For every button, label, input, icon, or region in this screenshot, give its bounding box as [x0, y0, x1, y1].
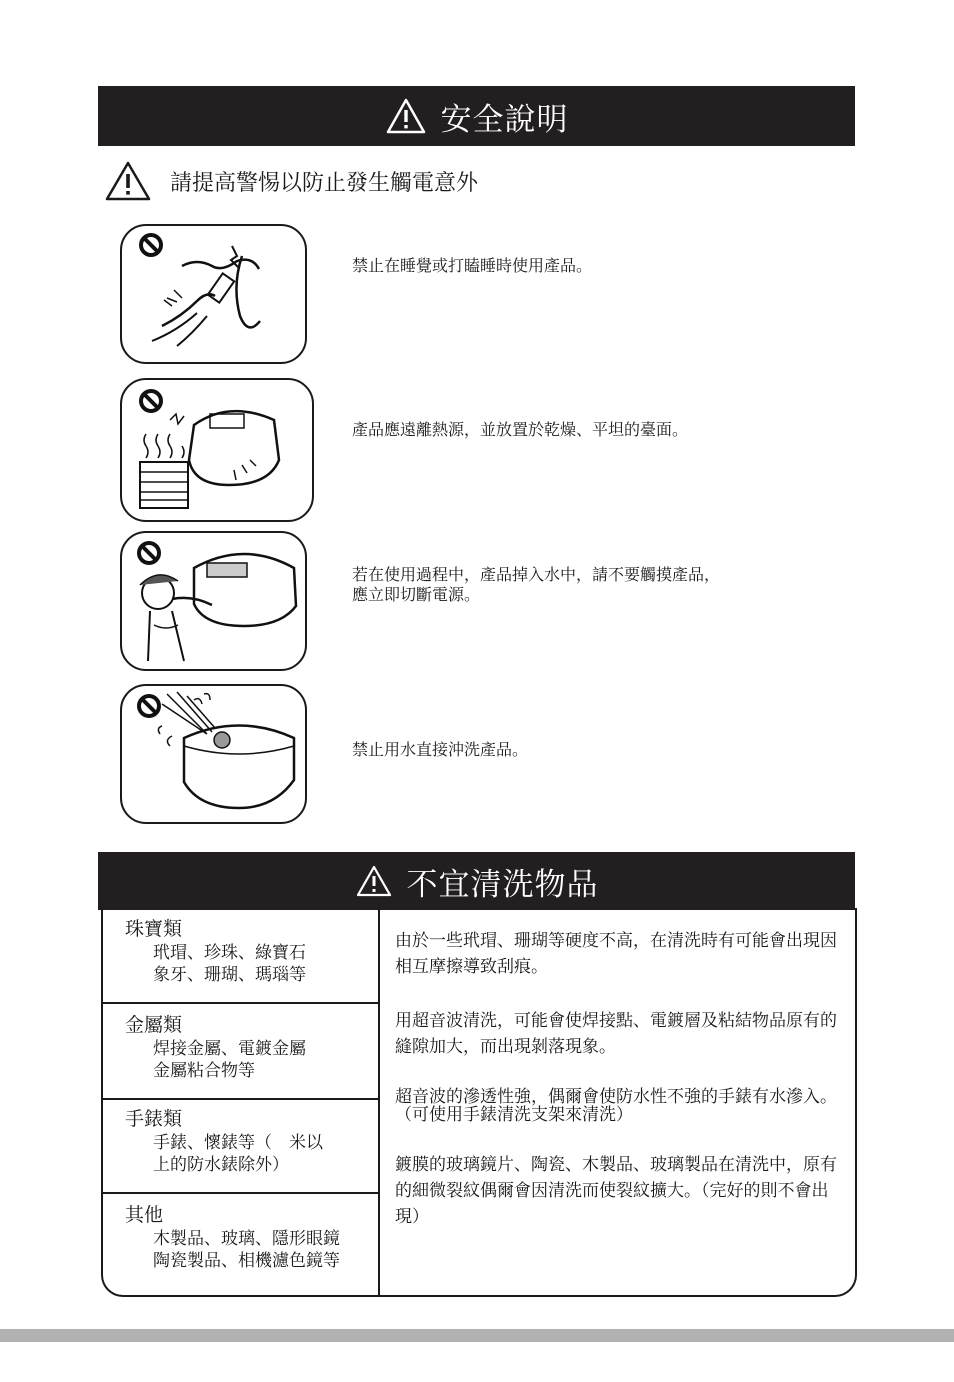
column-divider [378, 908, 380, 1295]
row-divider [103, 1098, 378, 1100]
safety-title-bar [98, 86, 855, 146]
warning-text: 禁止在睡覺或打瞌睡時使用產品。 [352, 256, 593, 275]
no-sign-icon [139, 696, 159, 716]
warning-triangle-icon [355, 864, 393, 898]
category-label: 珠寶類 [125, 918, 183, 940]
not-clean-title: 不宜清洗物品 [406, 866, 599, 903]
category-items: 玳瑁、珍珠、綠寶石 象牙、珊瑚、瑪瑙等 [153, 943, 306, 985]
category-note: 由於一些玳瑁、珊瑚等硬度不高，在清洗時有可能會出現因相互摩擦導致刮痕。 [395, 931, 837, 977]
category-label: 其他 [125, 1204, 164, 1226]
footer-bar [0, 1329, 954, 1342]
category-items: 焊接金屬、電鍍金屬 金屬粘合物等 [153, 1039, 306, 1081]
electric-shock-warning [104, 160, 478, 202]
no-sign-icon [139, 543, 159, 563]
warning-text: 產品應遠離熱源，並放置於乾燥、平坦的臺面。 [352, 420, 689, 439]
not-clean-title-bar [98, 852, 855, 910]
warning-item [120, 378, 820, 524]
water-rinse-illustration [120, 684, 307, 824]
heat-source-illustration [120, 378, 314, 522]
category-note: 超音波的滲透性強，偶爾會使防水性不強的手錶有水滲入。（可使用手錶清洗支架來清洗） [395, 1087, 837, 1125]
category-label: 手錶類 [125, 1108, 183, 1130]
row-divider [103, 1002, 378, 1004]
category-items: 手錶、懷錶等（ 米以 上的防水錶除外） [153, 1133, 323, 1175]
category-items: 木製品、玻璃、隱形眼鏡 陶瓷製品、相機濾色鏡等 [153, 1229, 340, 1271]
category-note: 鍍膜的玻璃鏡片、陶瓷、木製品、玻璃製品在清洗中，原有的細微裂紋偶爾會因清洗而使裂紋擴大。（完好的則不會出現） [395, 1155, 837, 1227]
no-sign-icon [141, 235, 161, 255]
warning-item [120, 531, 820, 671]
warning-item [120, 684, 820, 824]
warning-triangle-icon [104, 160, 152, 202]
warning-item [120, 224, 820, 364]
electric-shock-warning-text: 請提高警惕以防止發生觸電意外 [170, 170, 479, 196]
warning-triangle-icon [385, 97, 427, 135]
product-in-water-illustration [120, 531, 307, 671]
category-label: 金屬類 [125, 1014, 183, 1036]
category-note: 用超音波清洗，可能會使焊接點、電鍍層及粘結物品原有的縫隙加大，而出現剝落現象。 [395, 1011, 837, 1057]
safety-title: 安全說明 [440, 101, 569, 138]
row-divider [103, 1192, 378, 1194]
no-sign-icon [141, 391, 161, 411]
not-clean-table [101, 908, 857, 1297]
warning-text: 禁止用水直接沖洗產品。 [352, 740, 529, 759]
warning-text: 若在使用過程中，產品掉入水中，請不要觸摸產品， 應立即切斷電源。 [352, 565, 721, 604]
unplug-cord-illustration [120, 224, 307, 364]
